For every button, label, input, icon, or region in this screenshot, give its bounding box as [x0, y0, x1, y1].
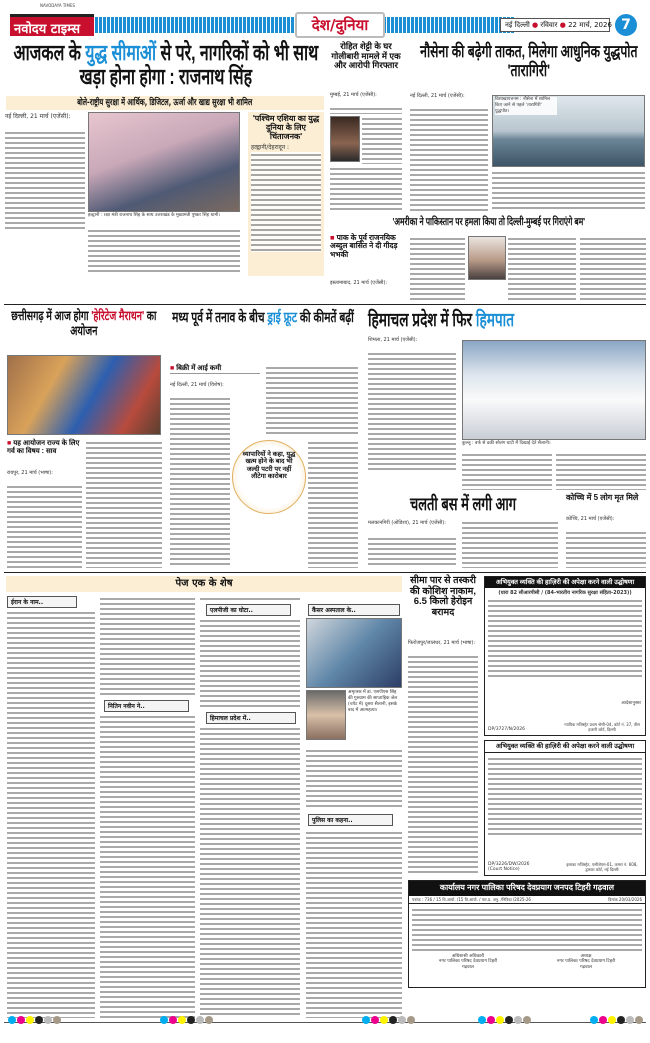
headline-part: छत्तीसगढ़ में आज होगा — [11, 308, 92, 323]
continued-body-2a — [100, 596, 195, 696]
registration-dot — [17, 1016, 25, 1024]
registration-dot — [599, 1016, 607, 1024]
registration-dot — [178, 1016, 186, 1024]
portrait-photo — [306, 690, 346, 740]
tender-signatures — [409, 954, 645, 971]
border-dateline: फिरोजपुर/जालंधर, 21 मार्च (भाषा): — [408, 640, 476, 646]
hospital-photo — [306, 618, 402, 688]
pak-body-4 — [580, 236, 646, 300]
date-box: नई दिल्ली ● रविवार ● 22 मार्च, 2026 — [500, 18, 610, 32]
registration-dot — [523, 1016, 531, 1024]
marathon-kicker-text: यह आयोजन राज्य के लिए गर्व का विषय : साव — [7, 440, 80, 455]
headline-highlight: युद्ध सीमाओं — [85, 40, 157, 65]
dryfruit-body — [170, 396, 230, 568]
notice-subtitle: (धारा 82 सीआरपीसी / (84-भारतीय नागरिक सुरक्षा संहिता-2023)) — [498, 590, 632, 597]
lead-subhead — [6, 96, 324, 110]
notice-body — [488, 756, 642, 836]
dryfruit-kicker: ■ बिक्री में आई कमी — [170, 365, 260, 374]
navy-dateline: नई दिल्ली, 21 मार्च (एजेंसी): — [410, 93, 465, 99]
page-number: 7 — [615, 14, 637, 36]
kochi-headline: कोच्चि में 5 लोग मृत मिले — [566, 493, 639, 502]
registration-dot — [505, 1016, 513, 1024]
headline-highlight: हिमपात — [475, 310, 515, 331]
registration-dot — [205, 1016, 213, 1024]
dryfruit-callout: व्यापारियों ने कहा, युद्ध खत्म होने के बाद भी जल्दी पटरी पर नहीं लौटेगा कारोबार — [232, 440, 306, 514]
headline-part: हिमाचल प्रदेश में फिर — [368, 310, 476, 331]
bus-dateline: मलकानगिरी (ओडिशा), 21 मार्च (एजेंसी): — [368, 520, 446, 526]
headline-part: का अयोजन — [70, 308, 157, 338]
registration-dot — [617, 1016, 625, 1024]
marathon-body-2 — [86, 440, 162, 568]
marathon-photo — [7, 355, 161, 435]
headline-part: मध्य पूर्व में तनाव के बीच — [172, 310, 268, 326]
quote-body — [251, 152, 321, 252]
rohit-headline: रोहित शेट्टी के घर गोलीबारी मामले में एक और आरोपी गिरफ्तार — [331, 41, 401, 71]
day: रविवार — [540, 21, 558, 29]
quote-title: 'पश्चिम एशिया का युद्ध दुनिया के लिए चिंताजनक' — [252, 114, 320, 141]
lead-body — [5, 130, 85, 230]
dryfruit-kicker-text: बिक्री में आई कमी — [176, 365, 222, 372]
notice-authority: इलाका मजिस्ट्रेट, एसीजेएम-01, कमरा नं. 608, द्वारका कोर्ट, नई दिल्ली — [566, 862, 638, 872]
rohit-body-3 — [330, 166, 402, 212]
registration-dot — [8, 1016, 16, 1024]
continued-item: एलपीजी का घोटा.. — [206, 604, 291, 616]
dryfruit-headline — [168, 310, 358, 326]
lead-photo-caption: हल्द्वानी : रक्षा मंत्री राजनाथ सिंह के साथ उत्तराखंड के मुख्यमंत्री पुष्कर सिंह धामी। — [88, 213, 220, 218]
headline-part: से परे, नागरिकों को भी साथ खड़ा होना होगा : राजनाथ सिंह — [79, 40, 319, 89]
divider — [4, 572, 646, 573]
dryfruit-dateline: नई दिल्ली, 21 मार्च (विशेष): — [170, 382, 224, 388]
lead-photo — [88, 112, 240, 212]
continued-item: कैंसर अस्पताल के.. — [308, 604, 400, 616]
sign-left: अधिशासी अधिकारी — [451, 953, 485, 959]
notice-title: अभियुक्त व्यक्ति की हाज़िरी की अपेक्षा करने वाली उद्घोषणा — [485, 741, 645, 753]
notice-ref: DP/3727/N/2026 — [488, 727, 525, 732]
registration-dot — [169, 1016, 177, 1024]
color-registration-dots — [0, 1013, 650, 1031]
tender-ref — [409, 896, 645, 904]
registration-dot — [608, 1016, 616, 1024]
lead-dateline: नई दिल्ली, 21 मार्च (एजेंसी): — [5, 113, 71, 120]
notice-body — [488, 598, 642, 678]
quote-box — [248, 112, 324, 276]
registration-dot — [635, 1016, 643, 1024]
registration-dot — [590, 1016, 598, 1024]
registration-dot — [487, 1016, 495, 1024]
registration-dot — [160, 1016, 168, 1024]
pak-headline: 'अमरीका ने पाकिस्तान पर हमला किया तो दिल्ली-मुम्बई पर गिराएंगे बम' — [392, 216, 586, 228]
marathon-headline — [5, 309, 163, 338]
tender-notice — [408, 880, 646, 988]
section-title: देश/दुनिया — [311, 16, 369, 34]
registration-dot — [398, 1016, 406, 1024]
rohit-dateline: मुम्बई, 21 मार्च (एजेंसी): — [330, 92, 377, 98]
notice-ref — [488, 862, 530, 872]
rohit-body — [330, 106, 402, 114]
city: नई दिल्ली — [505, 21, 530, 29]
dryfruit-body-3 — [308, 440, 358, 568]
headline-part: की कीमतें बढ़ीं — [296, 310, 354, 326]
registration-dot — [514, 1016, 522, 1024]
pak-body-3 — [508, 236, 576, 300]
newspaper-logo: नवोदय टाइम्स — [10, 14, 94, 36]
registration-dot — [53, 1016, 61, 1024]
border-body — [408, 654, 478, 874]
notice-signed: आदेशानुसार — [621, 701, 641, 706]
navy-headline: नौसेना की बढ़ेगी ताकत, मिलेगा आधुनिक युद्धपोत 'तारागिरी' — [420, 42, 638, 81]
registration-dot — [26, 1016, 34, 1024]
himachal-body — [368, 351, 456, 470]
kochi-body — [566, 530, 646, 568]
continued-bar: पेज एक के शेष — [6, 576, 402, 592]
org-left: नगर पालिका परिषद देवप्रयाग टिहरी गढ़वाल — [438, 959, 498, 970]
navy-photo-caption: विशाखापत्तनम : नौसेना में शामिल किए जाने से पहले 'तारागिरी' युद्धपोत। — [495, 97, 557, 115]
continued-item: नितिन नवीन ने.. — [104, 700, 189, 712]
sign-right: अध्यक्ष — [580, 953, 592, 959]
continued-body-4a — [200, 618, 300, 708]
registration-dot — [35, 1016, 43, 1024]
registration-dot — [496, 1016, 504, 1024]
tender-ref-number: पत्रांक : 736 / 15 वि.आयो. /15 वि.आयो. / पार.प्र. अनु. /निविदा /2025-26 — [412, 896, 531, 902]
lead-body-2 — [88, 228, 240, 274]
registration-dot — [196, 1016, 204, 1024]
court-notice-2 — [484, 740, 646, 876]
bus-body — [368, 536, 456, 568]
registration-dot — [407, 1016, 415, 1024]
divider — [4, 304, 646, 305]
court-notice-1 — [484, 576, 646, 736]
headline-highlight: 'हेरिटेज मैराथन' — [91, 308, 145, 323]
bus-headline: चलती बस में लगी आग — [410, 494, 517, 514]
himachal-body-3 — [556, 452, 646, 490]
registration-dot — [626, 1016, 634, 1024]
pak-kicker-text: पाक के पूर्व राजनयिक अब्दुल बासित ने दी गीदड़ भभकी — [330, 233, 398, 259]
marathon-kicker: ■ यह आयोजन राज्य के लिए गर्व का विषय : साव — [7, 440, 80, 455]
continued-item: हिमाचल प्रदेश में.. — [206, 712, 296, 724]
quote-dateline: हल्द्वानी/देहरादून : — [251, 143, 290, 151]
himachal-dateline: शिमला, 21 मार्च (एजेंसी): — [368, 337, 418, 343]
section-tab — [295, 12, 385, 38]
himachal-body-2 — [462, 452, 552, 490]
continued-body-4b — [200, 726, 300, 1018]
bus-body-2 — [462, 520, 558, 568]
notice-title: अभियुक्त व्यक्ति की हाज़िरी की अपेक्षा करने वाली उद्घोषणा — [485, 577, 645, 588]
registration-dot — [389, 1016, 397, 1024]
pak-photo — [468, 236, 506, 280]
himachal-photo — [462, 340, 646, 440]
dryfruit-body-2 — [266, 365, 358, 435]
continued-body-5 — [306, 748, 402, 808]
continued-item: पुलिस का कहना.. — [308, 814, 393, 826]
registration-dot — [362, 1016, 370, 1024]
registration-dot — [44, 1016, 52, 1024]
lead-subhead-text: बोले-राष्ट्रीय सुरक्षा में आर्थिक, डिजिटल, ऊर्जा और खाद्य सुरक्षा भी शामिल — [77, 98, 253, 108]
registration-dot — [478, 1016, 486, 1024]
continued-body-1 — [7, 610, 95, 1018]
kochi-dateline: कोच्चि, 21 मार्च (एजेंसी): — [566, 516, 615, 522]
brand-tag: NAVODAYA TIMES — [40, 3, 76, 8]
rohit-photo — [330, 116, 360, 162]
notice-authority: न्यायिक मजिस्ट्रेट प्रथम श्रेणी-04, कोर्ट नं. 37, तीस हजारी कोर्ट, दिल्ली — [564, 722, 640, 732]
registration-dot — [371, 1016, 379, 1024]
registration-dot — [187, 1016, 195, 1024]
rohit-body-2 — [362, 116, 402, 164]
continued-body-3 — [200, 596, 300, 602]
himachal-photo-caption: कुल्लू : बर्फ से ढकी सोलंग घाटी में दिखाई देते सैलानी। — [462, 441, 551, 446]
notice-type: (Court Notice) — [488, 867, 520, 872]
continued-body-6 — [306, 830, 402, 1018]
masthead — [0, 0, 650, 40]
org-right: नगर पालिका परिषद देवप्रयाग टिहरी गढ़वाल — [556, 959, 616, 970]
marathon-dateline: रायपुर, 21 मार्च (भाषा): — [7, 470, 53, 476]
marathon-body — [7, 484, 82, 568]
continued-item: ईरान के नाम.. — [7, 596, 77, 608]
pak-body-2 — [410, 236, 465, 300]
tender-title: कार्यालय नगर पालिका परिषद देवप्रयाग जनपद टिहरी गढ़वाल — [409, 881, 645, 896]
himachal-headline — [368, 310, 648, 331]
navy-body-2 — [492, 170, 645, 210]
headline-highlight: ड्राई फ्रूट — [267, 310, 297, 326]
navy-body — [410, 107, 488, 211]
pak-kicker: ■ पाक के पूर्व राजनयिक अब्दुल बासित ने दी गीदड़ भभकी — [330, 233, 398, 259]
headline-part: आजकल के — [13, 40, 86, 65]
pak-dateline: इस्लामाबाद, 21 मार्च (एजेंसी): — [330, 280, 388, 286]
lead-headline — [6, 41, 326, 89]
date: 22 मार्च, 2026 — [568, 21, 612, 29]
continued-body-2b — [100, 714, 195, 1018]
tender-date: दिनांक 20/03/2026 — [608, 896, 642, 902]
registration-dot — [380, 1016, 388, 1024]
border-headline: सीमा पार से तस्करी की कोशिश नाकाम, 6.5 किलो हेरोइन बरामद — [410, 575, 476, 618]
continued-photo-caption: अमृतसर में डा. एसपीएस सिंह की गुरुग्राम की साप्ताहिक जेल (चपेट में) दूसरा सैलानी, इसके बाद में आत्महत्या। — [348, 690, 398, 713]
notice-ref-number: DP/3226/DW/2026 — [488, 862, 530, 867]
tender-body — [412, 907, 642, 951]
